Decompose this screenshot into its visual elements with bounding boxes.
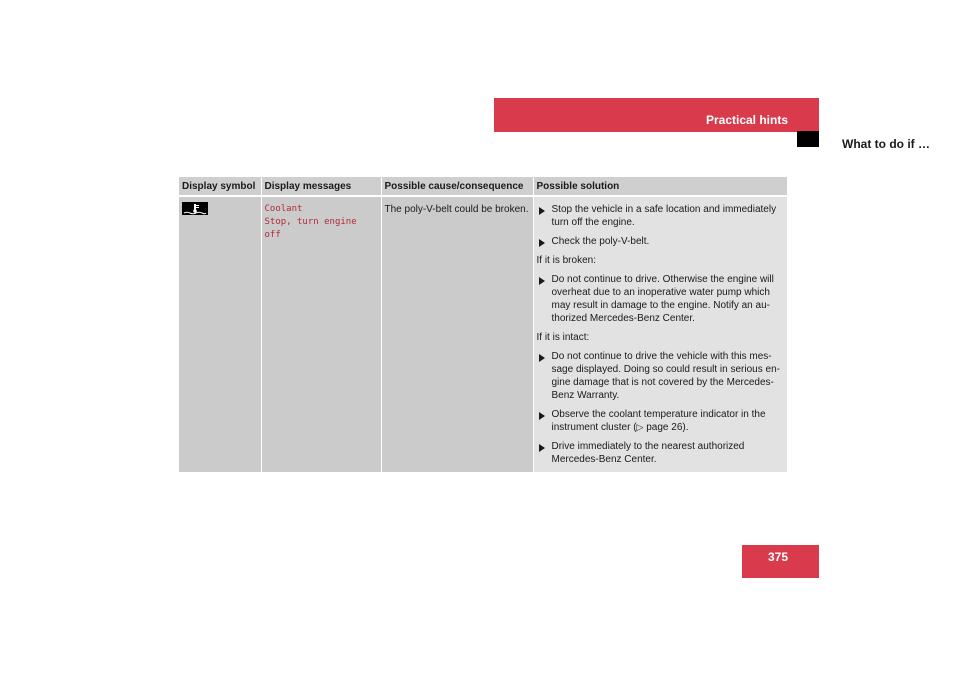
action-arrow-icon <box>539 354 545 362</box>
header-possible-solution: Possible solution <box>533 177 787 196</box>
solution-step-drive-to-center: Drive immediately to the nearest authorized Mercedes-Benz Center. <box>537 440 785 466</box>
solution-step-stop-vehicle: Stop the vehicle in a safe location and immediately turn off the engine. <box>537 203 785 229</box>
subsection-title: What to do if … <box>842 137 930 151</box>
action-arrow-icon <box>539 412 545 420</box>
condition-broken: If it is broken: <box>536 255 596 266</box>
table-header-row <box>179 177 787 196</box>
action-arrow-icon <box>539 277 545 285</box>
table-row <box>179 196 787 472</box>
header-display-messages: Display messages <box>261 177 381 196</box>
page-reference-icon: ▷ <box>636 422 644 432</box>
action-arrow-icon <box>539 207 545 215</box>
page-number: 375 <box>767 550 788 564</box>
action-arrow-icon <box>539 444 545 452</box>
page-reference-link[interactable]: page 26). <box>643 422 689 433</box>
section-title: Practical hints <box>705 113 788 127</box>
possible-cause-cell <box>381 196 533 472</box>
display-messages-cell <box>261 196 381 472</box>
cause-text: The poly-V-belt could be broken. <box>384 204 529 215</box>
display-symbol-cell <box>179 196 261 472</box>
condition-intact: If it is intact: <box>536 332 590 343</box>
page-number-badge <box>742 545 819 578</box>
coolant-temperature-icon <box>182 202 208 219</box>
solution-step-warning: Do not continue to drive the vehicle with this mes-sage displayed. Doing so could result in serious en-gine damage that is not covered by the Mercedes-Benz Warranty. <box>537 350 785 402</box>
header-possible-cause: Possible cause/consequence <box>381 177 533 196</box>
message-stop-engine: Stop, turn engine off <box>264 217 357 240</box>
solution-step-do-not-drive: Do not continue to drive. Otherwise the engine will overheat due to an inoperative water pump which may result in damage to the engine. Notify an au-thorized Mercedes-Benz Center. <box>537 273 785 325</box>
solution-step-check-belt: Check the poly-V-belt. <box>537 235 785 248</box>
display-messages-table <box>179 177 787 472</box>
possible-solution-cell <box>533 196 787 472</box>
header-display-symbol: Display symbol <box>179 177 261 196</box>
solution-step-observe-indicator: Observe the coolant temperature indicator in the instrument cluster (▷ page 26). <box>537 408 785 434</box>
message-coolant: Coolant <box>264 204 303 214</box>
header-band <box>494 98 819 132</box>
action-arrow-icon <box>539 239 545 247</box>
